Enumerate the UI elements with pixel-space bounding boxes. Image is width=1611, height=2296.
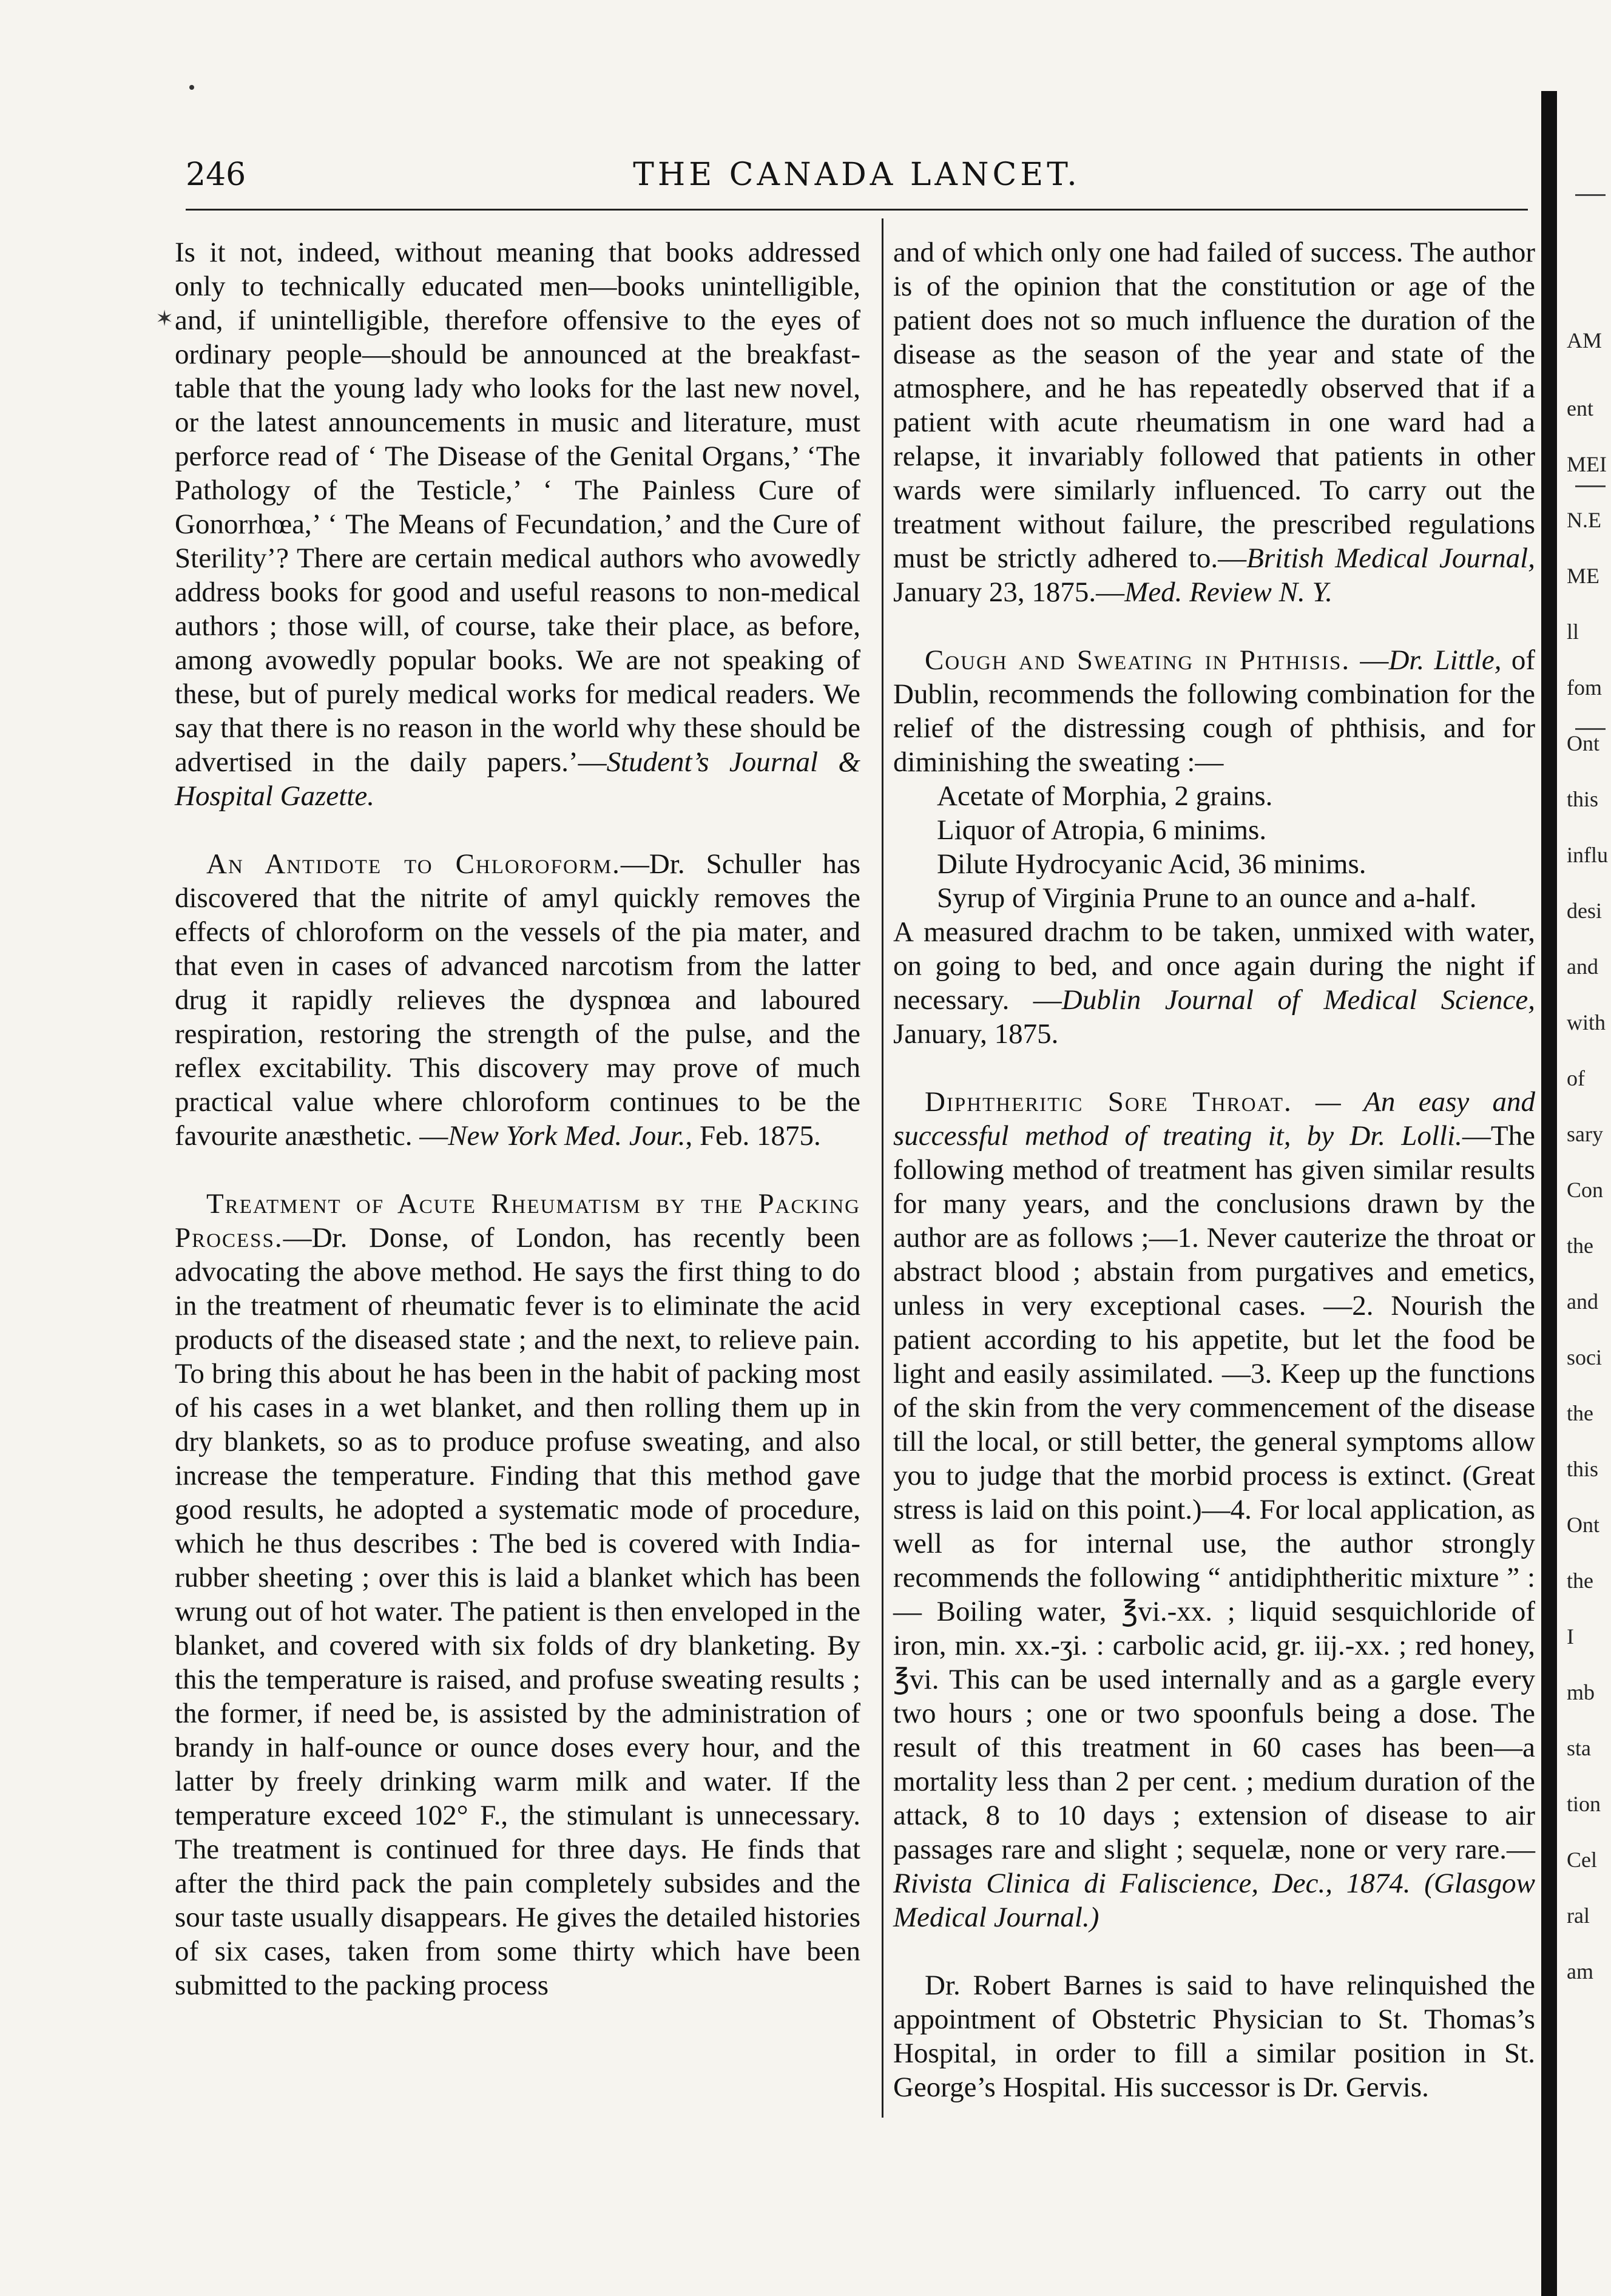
article-barnes-appointment (893, 1968, 1535, 2104)
edge-fragment: the (1567, 1401, 1593, 1425)
article-diphtheritic-throat (893, 1085, 1535, 1934)
column-rule (882, 218, 883, 2118)
edge-fragment: and (1567, 1289, 1598, 1314)
edge-fragment: N.E (1567, 508, 1601, 532)
section-body: —Dr. Schuller has discovered that the nitrite of amyl quickly removes the effects of chloroform on the vessels of the pia mater, and that even in cases of advanced narcotism from the latter drug it rapidly relieves the dyspnœa and laboured respiration, restoring the strength of the pulse, and the reflex excitability. This discovery may prove of much practical value where chloroform continues to be the favourite anæsthetic. — (175, 848, 860, 1152)
edge-fragment: the (1567, 1234, 1593, 1258)
edge-fragment: with (1567, 1010, 1606, 1035)
edge-fragment: Ont (1567, 731, 1599, 755)
source-citation: Student’s Journal & Hospital Gazette. (175, 746, 860, 812)
edge-fragment: Cel (1567, 1848, 1597, 1872)
article-paragraph (175, 235, 860, 813)
prescription-item: Liquor of Atropia, 6 minims. (937, 814, 1267, 846)
source-citation: British Medical Journal, (1246, 542, 1535, 574)
section-title: Cough and Sweating in Phthisis. (925, 644, 1351, 676)
page-header (186, 157, 1528, 193)
journal-title: THE CANADA LANCET. (633, 157, 1081, 193)
section-title: An Antidote to Chloroform. (206, 848, 621, 880)
page-number: 246 (186, 157, 246, 193)
section-subtitle: — An easy and successful method of treating it, by Dr. Lolli. (893, 1086, 1535, 1152)
edge-fragment: am (1567, 1959, 1593, 1984)
edge-fragment: mb (1567, 1680, 1595, 1704)
edge-fragment: tion (1567, 1792, 1601, 1816)
edge-fragment: ent (1567, 396, 1593, 420)
section-title: Diphtheritic Sore Throat. (925, 1086, 1292, 1118)
source-citation: Med. Review N. Y. (1124, 576, 1333, 608)
edge-fragment: the (1567, 1568, 1593, 1593)
left-column (175, 235, 860, 2002)
edge-fragment: AM (1567, 328, 1603, 353)
paragraph-text: and of which only one had failed of success. The author is of the opinion that the constitution or age of the patient does not so much influence the duration of the disease as the season of the year and state of the atmosphere, and he has repeatedly observed that if a patient with acute rheumatism in one ward had a relapse, it invariably followed that patients in other wards were similarly influenced. To carry out the treatment without failure, the prescribed regulations must be strictly adhered to.— (893, 237, 1535, 574)
section-body: —Dr. Donse, of London, has recently been advocating the above method. He says the first thing to do in the treatment of rheumatic fever is to eliminate the acid products of the diseased state ; and the next, to relieve pain. To bring this about he has been in the habit of packing most of his cases in a wet blanket, and then rolling them up in dry blankets, so as to produce profuse sweating, and also increase the temperature. Finding that this method gave good results, he adopted a systematic mode of procedure, which he thus describes : The bed is covered with India-rubber sheeting ; over this is laid a blanket which has been wrung out of hot water. The patient is then enveloped in the blanket, and covered with six folds of dry blanketing. By this the temperature is raised, and profuse sweating results ; the former, if need be, is assisted by the administration of brandy in half-ounce or ounce doses every hour, and the latter by freely drinking warm milk and water. If the temperature exceed 102° F., the stimulant is unnecessary. The treatment is continued for three days. He finds that after the third pack the pain completely subsides and the sour taste usually disappears. He gives the detailed histories of six cases, taken from some thirty which have been submitted to the packing process (175, 1222, 860, 2001)
source-date: , Feb. 1875. (685, 1120, 821, 1152)
edge-fragment: sary (1567, 1122, 1603, 1146)
edge-fragment: MEI (1567, 452, 1607, 476)
edge-fragment: ral (1567, 1903, 1590, 1928)
edge-fragment: influ (1567, 843, 1608, 867)
dash: — (1350, 644, 1389, 676)
edge-fragment: desi (1567, 899, 1602, 923)
edge-fragment: this (1567, 787, 1599, 811)
edge-fragment: fom (1567, 675, 1602, 700)
source-citation: (Glasgow Medical Journal.) (893, 1868, 1535, 1933)
right-column (893, 235, 1535, 2104)
author-name: Dr. Little, (1388, 644, 1502, 676)
speck-mark (189, 85, 194, 90)
edge-rule (1575, 194, 1606, 196)
prescription-item: Syrup of Virginia Prune to an ounce and a-half. (937, 882, 1477, 914)
edge-fragment: sta (1567, 1736, 1591, 1760)
paragraph-text: Dr. Robert Barnes is said to have relinquished the appointment of Obstetric Physician to St. Thomas’s Hospital, in order to fill a similar position in St. George’s Hospital. His successor is Dr. Gervis. (893, 1970, 1535, 2103)
article-acute-rheumatism (175, 1187, 860, 2002)
paragraph-text: Is it not, indeed, without meaning that books addressed only to technically educated men—books unintelligible, and, if unintelligible, therefore offensive to the eyes of ordinary people—should be announced at the breakfast-table that the young lady who looks for the last new novel, or the latest announcements in music and literature, must perforce read of ‘ The Disease of the Genital Organs,’ ‘The Pathology of the Testicle,’ ‘ The Painless Cure of Gonorrhœa,’ ‘ The Means of Fecundation,’ and the Cure of Sterility’? There are certain medical authors who avowedly address books for good and useful reasons to non-medical authors ; those will, of course, take their place, as before, among avowedly popular books. We are not speaking of these, but of purely medical works for medical readers. We say that there is no reason in the world why these should be advertised in the daily papers.’— (175, 237, 860, 778)
edge-rule (1575, 485, 1606, 487)
edge-fragment: Ont (1567, 1513, 1599, 1537)
header-rule (186, 209, 1528, 211)
source-citation: Dublin Journal of Medical Science, (1061, 984, 1536, 1016)
article-cough-phthisis (893, 643, 1535, 779)
prescription-item: Acetate of Morphia, 2 grains. (937, 780, 1273, 812)
edge-fragment: I (1567, 1624, 1574, 1649)
edge-fragment: and (1567, 954, 1598, 979)
article-continuation (893, 235, 1535, 609)
edge-fragment: ME (1567, 564, 1599, 588)
source-citation: Rivista Clinica di Faliscience, Dec., 1874. (893, 1868, 1411, 1899)
source-citation: New York Med. Jour. (448, 1120, 686, 1152)
edge-fragment: ll (1567, 620, 1579, 644)
section-body: —The following method of treatment has given similar results for many years, and the conclusions drawn by the author are as follows ;—1. Never cauterize the throat or abstract blood ; abstain from purgatives and emetics, unless in very exceptional cases. —2. Nourish the patient according to his appetite, but let the food be light and easily assimilated. —3. Keep up the functions of the skin from the very commencement of the disease till the local, or still better, the general symptoms allow you to judge that the morbid process is extinct. (Great stress is laid on this point.)—4. For local application, as well as for internal use, the author strongly recommends the following “ antidiphtheritic mixture ” : — Boiling water, ℥vi.-xx. ; liquid sesquichloride of iron, min. xx.-ʒi. : carbolic acid, gr. iij.-xx. ; red honey, ℥vi. This can be used internally and as a gargle every two hours ; one or two spoonfuls being a dose. The result of this treatment in 60 cases has been—a mortality less than 2 per cent. ; medium duration of the attack, 8 to 10 days ; extension of disease to air passages rare and slight ; sequelæ, none or very rare.— (893, 1120, 1535, 1865)
scanned-page-edge (1541, 91, 1557, 2296)
margin-mark: ✶ (155, 306, 174, 331)
section-title: Treatment of Acute Rheumatism by the Packing Process. (175, 1188, 860, 1254)
paragraph-text: A measured drachm to be taken, unmixed with water, on going to bed, and once again during the night if necessary. — (893, 916, 1535, 1016)
edge-fragment: of (1567, 1066, 1585, 1090)
edge-fragment: this (1567, 1457, 1599, 1481)
article-antidote-chloroform (175, 847, 860, 1153)
prescription-list (893, 779, 1535, 915)
dosage-paragraph (893, 915, 1535, 1051)
source-date: January 23, 1875.— (893, 576, 1125, 608)
source-date: January, 1875. (893, 1018, 1059, 1050)
section-body: of Dublin, recommends the following combination for the relief of the distressing cough of phthisis, and for diminishing the sweating :— (893, 644, 1536, 778)
prescription-item: Dilute Hydrocyanic Acid, 36 minims. (937, 848, 1366, 880)
edge-fragment: Con (1567, 1178, 1604, 1202)
edge-rule (1575, 728, 1606, 730)
edge-fragment: soci (1567, 1345, 1602, 1369)
